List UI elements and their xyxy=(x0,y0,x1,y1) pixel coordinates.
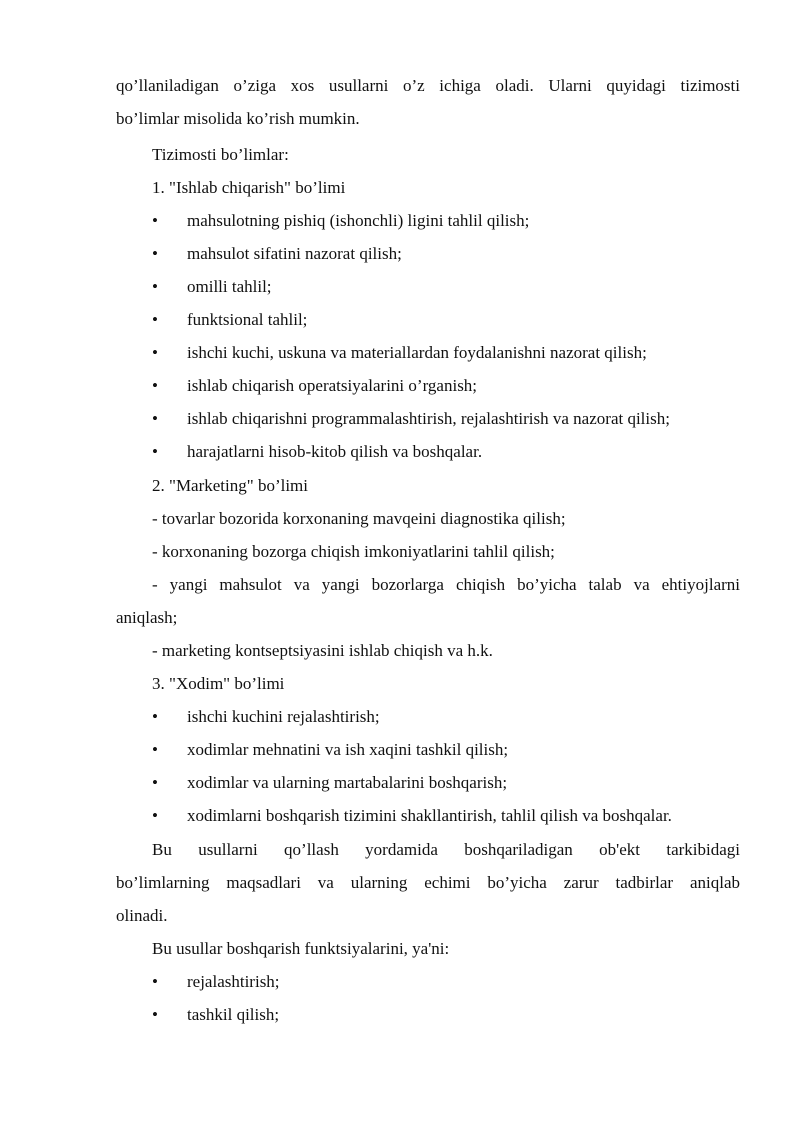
subsection-title: 3. "Xodim" bo’limi xyxy=(152,674,285,693)
dash-item: - korxonaning bozorga chiqish imkoniyatlarini tahlil qilish; xyxy=(152,542,555,561)
bullet-icon: • xyxy=(152,442,158,461)
bullet-icon: • xyxy=(152,244,158,263)
dash-item: - yangi mahsulot va yangi bozorlarga chiqish bo’yicha talab va ehtiyojlarni xyxy=(152,575,740,594)
bullet-icon: • xyxy=(152,972,158,991)
paragraph-line: qo’llaniladigan o’ziga xos usullarni o’z ichiga oladi. Ularni quyidagi tizimosti xyxy=(116,76,740,95)
bullet-icon: • xyxy=(152,343,158,362)
subsection-title: 1. "Ishlab chiqarish" bo’limi xyxy=(152,178,346,197)
dash-item: - tovarlar bozorida korxonaning mavqeini diagnostika qilish; xyxy=(152,509,566,528)
paragraph-line: bo’limlarning maqsadlari va ularning echimi bo’yicha zarur tadbirlar aniqlab xyxy=(116,873,740,892)
bullet-icon: • xyxy=(152,740,158,759)
bullet-icon: • xyxy=(152,1005,158,1024)
paragraph-line: Bu usullar boshqarish funktsiyalarini, ya'ni: xyxy=(152,939,450,958)
bullet-icon: • xyxy=(152,773,158,792)
document-page: qo’llaniladigan o’ziga xos usullarni o’z ichiga oladi. Ularni quyidagi tizimosti bo’limlar misolida ko’rish mumkin. Tizimosti bo’limlar: 1. "Ishlab chiqarish" bo’limi • mahsulotning pishiq (ishonchli) ligini tahlil qilish; • mahsulot sifatini nazorat qilish; • omilli tahlil; • funktsional tahlil; • ishchi kuchi, uskuna va materiallardan foydalanishni nazorat qilish; • ishlab chiqarish operatsiyalarini o’rganish; • ishlab chiqarishni programmalashtirish, rejalashtirish va nazorat qilish; • harajatlarni hisob-kitob qilish va boshqalar. 2. "Marketing" bo’limi - tovarlar bozorida korxonaning mavqeini diagnostika qilish; - korxonaning bozorga chiqish imkoniyatlarini tahlil qilish; - yangi mahsulot va yangi bozorlarga chiqish bo’yicha talab va ehtiyojlarni aniqlash; - marketing kontseptsiyasini ishlab chiqish va h.k. 3. "Xodim" bo’limi • ishchi kuchini rejalashtirish; • xodimlar mehnatini va ish xaqini tashkil qilish; • xodimlar va ularning martabalarini boshqarish; • xodimlarni boshqarish tizimini shakllantirish, tahlil qilish va boshqalar. Bu usullarni qo’llash yordamida boshqariladigan ob'ekt tarkibidagi bo’limlarning maqsadlari va ularning echimi bo’yicha zarur tadbirlar aniqlab olinadi. Bu usullar boshqarish funktsiyalarini, ya'ni: • rejalashtirish; • tashkil qilish; xyxy=(116,76,740,1024)
bullet-icon: • xyxy=(152,806,158,825)
subsection-title: 2. "Marketing" bo’limi xyxy=(152,476,308,495)
bullet-icon: • xyxy=(152,310,158,329)
bullet-icon: • xyxy=(152,211,158,230)
paragraph-line: Bu usullarni qo’llash yordamida boshqariladigan ob'ekt tarkibidagi xyxy=(152,840,740,859)
bullet-icon: • xyxy=(152,409,158,428)
section-heading: Tizimosti bo’limlar: xyxy=(152,145,289,164)
paragraph-line: olinadi. xyxy=(116,906,168,925)
bullet-icon: • xyxy=(152,277,158,296)
paragraph-line: bo’limlar misolida ko’rish mumkin. xyxy=(116,109,360,128)
bullet-icon: • xyxy=(152,707,158,726)
dash-item: - marketing kontseptsiyasini ishlab chiqish va h.k. xyxy=(152,641,493,660)
bullet-icon: • xyxy=(152,376,158,395)
paragraph-line: aniqlash; xyxy=(116,608,178,627)
